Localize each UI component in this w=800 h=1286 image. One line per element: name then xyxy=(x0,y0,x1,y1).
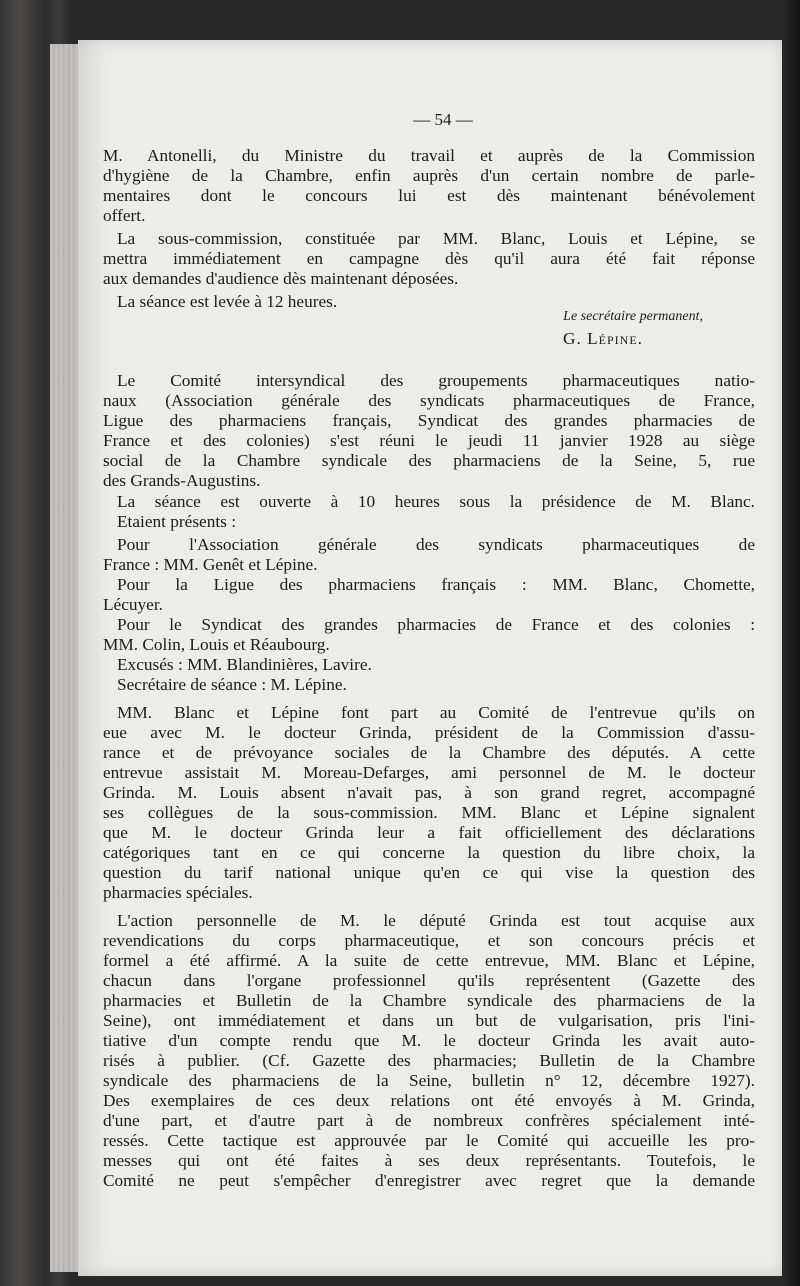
text-line: MM. Colin, Louis et Réaubourg. xyxy=(103,635,330,654)
text-line: ses collègues de la sous-commission. MM. Blanc et Lépine signalent xyxy=(103,803,755,822)
text-line: Lécuyer. xyxy=(103,595,163,614)
text-line: Le Comité intersyndical des groupements pharmaceutiques natio- xyxy=(117,371,755,390)
text-line: France : MM. Genêt et Lépine. xyxy=(103,555,318,574)
page-stack-edges xyxy=(50,44,80,1272)
text-line: rance et de prévoyance sociales de la Chambre des députés. A cette xyxy=(103,743,755,762)
text-line: Etaient présents : xyxy=(117,512,237,531)
text-line: Excusés : MM. Blandinières, Lavire. xyxy=(117,655,372,674)
text-line: mentaires dont le concours lui est dès maintenant bénévolement xyxy=(103,186,755,205)
text-line: naux (Association générale des syndicats pharmaceutiques de France, xyxy=(103,391,755,410)
text-line: Comité ne peut s'empêcher d'enregistrer avec regret que la demande xyxy=(103,1171,755,1190)
text-line: Seine), ont immédiatement et dans un but de vulgarisation, pris l'ini- xyxy=(103,1011,755,1030)
text-line: des Grands-Augustins. xyxy=(103,471,261,490)
signature-title: Le secrétaire permanent, xyxy=(563,309,703,324)
text-line: La séance est ouverte à 10 heures sous la présidence de M. Blanc. xyxy=(117,492,755,511)
text-line: revendications du corps pharmaceutique, et son concours précis et xyxy=(103,931,755,950)
binding-shadow xyxy=(782,0,800,1286)
text-line: d'une part, et d'autre part à de nombreux confrères spécialement inté- xyxy=(103,1111,755,1130)
text-line: Ligue des pharmaciens français, Syndicat des grandes pharmacies de xyxy=(103,411,755,430)
text-line: entrevue assistait M. Moreau-Defarges, ami personnel de M. le docteur xyxy=(103,763,755,782)
text-line: messes qui ont été faites à ses deux représentants. Toutefois, le xyxy=(103,1151,755,1170)
text-line: France et des colonies) s'est réuni le jeudi 11 janvier 1928 au siège xyxy=(103,431,755,450)
text-line: formel a été affirmé. A la suite de cette entrevue, MM. Blanc et Lépine, xyxy=(103,951,755,970)
text-line: pharmacies spéciales. xyxy=(103,883,253,902)
text-line: pharmacies et Bulletin de la Chambre syndicale des pharmaciens de la xyxy=(103,991,755,1010)
text-line: Des exemplaires de ces deux relations ont été envoyés à M. Grinda, xyxy=(103,1091,755,1110)
text-line: M. Antonelli, du Ministre du travail et auprès de la Commission xyxy=(103,146,755,165)
text-line: que M. le docteur Grinda leur a fait officiellement des déclarations xyxy=(103,823,755,842)
text-line: Pour la Ligue des pharmaciens français : MM. Blanc, Chomette, xyxy=(117,575,755,594)
text-line: Grinda. M. Louis absent n'avait pas, à son grand regret, accompagné xyxy=(103,783,755,802)
text-line: tiative d'un compte rendu que M. le docteur Grinda les avait auto- xyxy=(103,1031,755,1050)
text-line: mettra immédiatement en campagne dès qu'il aura été fait réponse xyxy=(103,249,755,268)
text-line: offert. xyxy=(103,206,146,225)
signature-name: G. Lépine. xyxy=(563,329,643,348)
text-line: Pour le Syndicat des grandes pharmacies de France et des colonies : xyxy=(117,615,755,634)
text-line: d'hygiène de la Chambre, enfin auprès d'un certain nombre de parle- xyxy=(103,166,755,185)
text-line: La sous-commission, constituée par MM. Blanc, Louis et Lépine, se xyxy=(117,229,755,248)
text-line: L'action personnelle de M. le député Grinda est tout acquise aux xyxy=(117,911,755,930)
text-line: MM. Blanc et Lépine font part au Comité de l'entrevue qu'ils on xyxy=(117,703,755,722)
text-line: social de la Chambre syndicale des pharmaciens de la Seine, 5, rue xyxy=(103,451,755,470)
text-line: ressés. Cette tactique est approuvée par le Comité qui accueille les pro- xyxy=(103,1131,755,1150)
text-line: chacun dans l'organe professionnel qu'ils représentent (Gazette des xyxy=(103,971,755,990)
text-line: syndicale des pharmaciens de la Seine, bulletin n° 12, décembre 1927). xyxy=(103,1071,755,1090)
text-line: question du tarif national unique qu'en ce qui vise la question des xyxy=(103,863,755,882)
text-line: risés à publier. (Cf. Gazette des pharmacies; Bulletin de la Chambre xyxy=(103,1051,755,1070)
page-number: — 54 — xyxy=(413,110,473,129)
text-line: eue avec M. le docteur Grinda, président de la Commission d'assu- xyxy=(103,723,755,742)
text-line: catégoriques tant en ce qui concerne la question du libre choix, la xyxy=(103,843,755,862)
text-line: Secrétaire de séance : M. Lépine. xyxy=(117,675,347,694)
text-line: Pour l'Association générale des syndicats pharmaceutiques de xyxy=(117,535,755,554)
text-line: La séance est levée à 12 heures. xyxy=(117,292,338,311)
text-line: aux demandes d'audience dès maintenant déposées. xyxy=(103,269,459,288)
